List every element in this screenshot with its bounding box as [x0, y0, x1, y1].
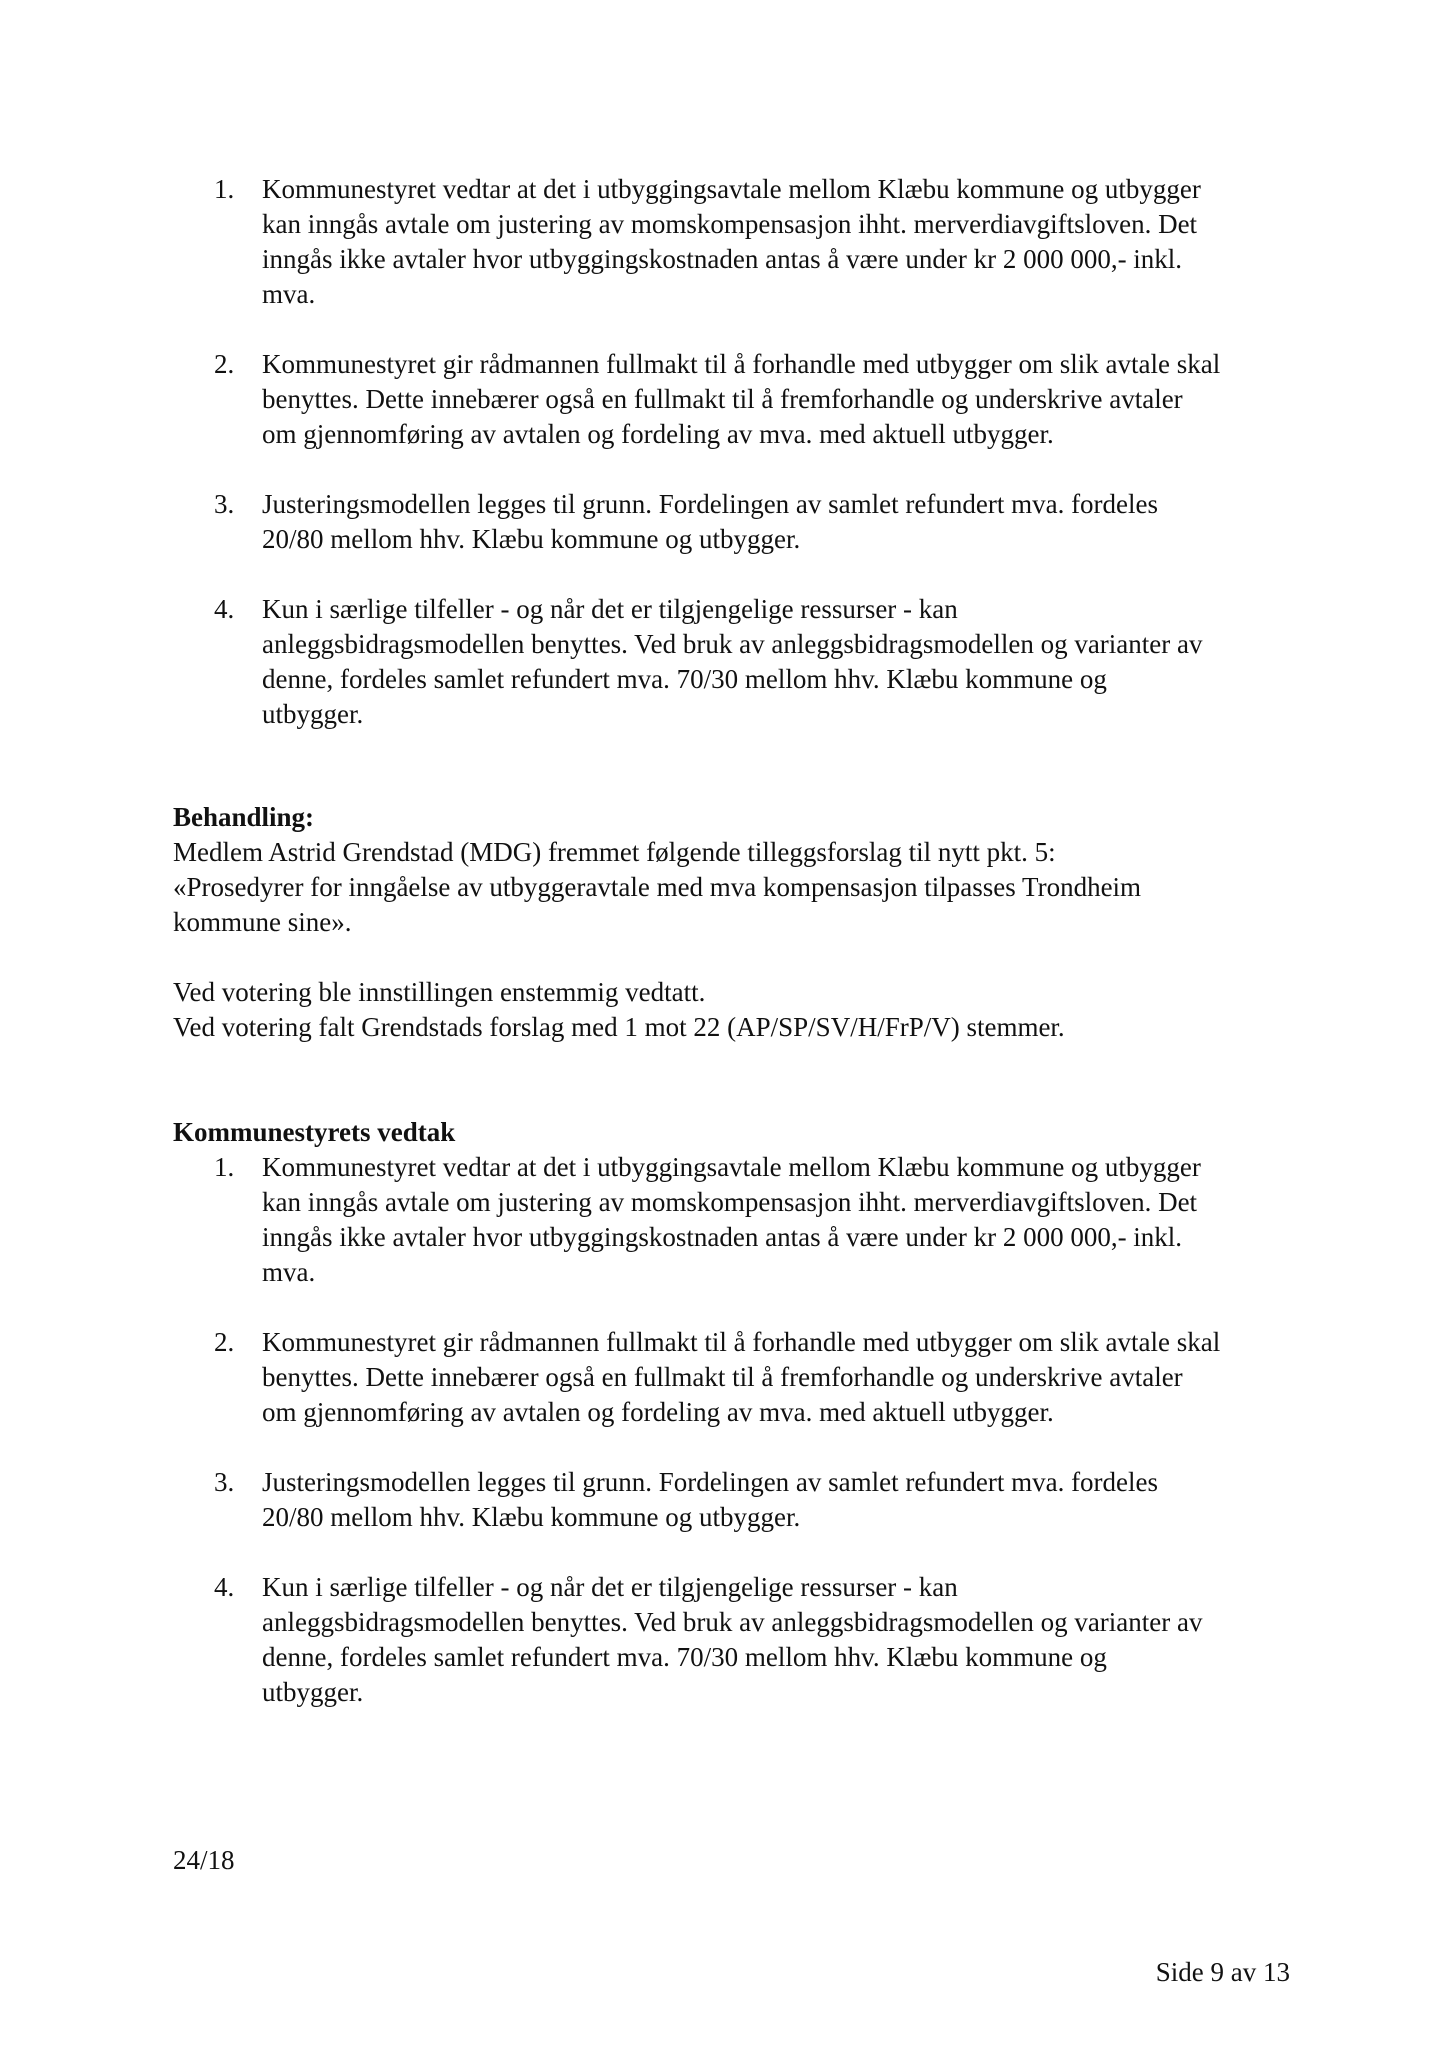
list-item-number: 3.	[214, 489, 235, 519]
votering-text: Ved votering ble innstillingen enstemmig vedtatt.	[173, 977, 706, 1007]
list-item-line: Justeringsmodellen legges til grunn. Fordelingen av samlet refundert mva. fordeles	[262, 1467, 1159, 1497]
list-item-line: inngås ikke avtaler hvor utbyggingskostnaden antas å være under kr 2 000 000,- inkl.	[262, 244, 1183, 274]
list-item-number: 2.	[214, 349, 235, 379]
list-item	[0, 172, 1292, 312]
vedtak-section	[173, 1115, 1293, 1150]
list-item-line: Kommunestyret gir rådmannen fullmakt til å forhandle med utbygger om slik avtale skal	[262, 349, 1221, 379]
list-item-number: 2.	[214, 1327, 235, 1357]
list-item-number: 3.	[214, 1467, 235, 1497]
list-item	[0, 1570, 1292, 1710]
list-item-line: benyttes. Dette innebærer også en fullmakt til å fremforhandle og underskrive avtaler	[262, 384, 1183, 414]
list-item-number: 4.	[214, 1572, 235, 1602]
list-item-line: mva.	[262, 279, 316, 309]
behandling-section	[173, 800, 1293, 940]
list-item-line: benyttes. Dette innebærer også en fullmakt til å fremforhandle og underskrive avtaler	[262, 1362, 1183, 1392]
list-item-line: Kun i særlige tilfeller - og når det er tilgjengelige ressurser - kan	[262, 594, 958, 624]
list-item-line: inngås ikke avtaler hvor utbyggingskostnaden antas å være under kr 2 000 000,- inkl.	[262, 1222, 1183, 1252]
behandling-text: «Prosedyrer for inngåelse av utbyggeravtale med mva kompensasjon tilpasses Trondheim	[173, 872, 1142, 902]
votering-section	[173, 975, 1293, 1045]
list-item-line: kan inngås avtale om justering av momskompensasjon ihht. merverdiavgiftsloven. Det	[262, 1187, 1198, 1217]
list-item-line: 20/80 mellom hhv. Klæbu kommune og utbygger.	[262, 1502, 801, 1532]
page-number: Side 9 av 13	[1155, 1957, 1290, 1987]
list-item	[0, 347, 1292, 452]
list-item	[0, 1150, 1292, 1290]
list-item	[0, 487, 1292, 557]
behandling-text: Medlem Astrid Grendstad (MDG) fremmet følgende tilleggsforslag til nytt pkt. 5:	[173, 837, 1056, 867]
list-item	[0, 592, 1292, 732]
vedtak-heading: Kommunestyrets vedtak	[173, 1117, 456, 1147]
vedtak-list	[0, 1150, 1448, 1710]
list-item-line: utbygger.	[262, 1677, 364, 1707]
list-item	[0, 1325, 1292, 1430]
list-item-line: om gjennomføring av avtalen og fordeling av mva. med aktuell utbygger.	[262, 419, 1054, 449]
list-item-line: denne, fordeles samlet refundert mva. 70/30 mellom hhv. Klæbu kommune og	[262, 1642, 1107, 1672]
list-item-line: denne, fordeles samlet refundert mva. 70/30 mellom hhv. Klæbu kommune og	[262, 664, 1107, 694]
votering-text: Ved votering falt Grendstads forslag med 1 mot 22 (AP/SP/SV/H/FrP/V) stemmer.	[173, 1012, 1065, 1042]
list-item-line: Justeringsmodellen legges til grunn. Fordelingen av samlet refundert mva. fordeles	[262, 489, 1159, 519]
list-item-line: Kommunestyret gir rådmannen fullmakt til å forhandle med utbygger om slik avtale skal	[262, 1327, 1221, 1357]
list-item-number: 1.	[214, 174, 235, 204]
list-item-line: Kommunestyret vedtar at det i utbyggingsavtale mellom Klæbu kommune og utbygger	[262, 1152, 1201, 1182]
list-item-number: 1.	[214, 1152, 235, 1182]
list-item-line: Kommunestyret vedtar at det i utbyggingsavtale mellom Klæbu kommune og utbygger	[262, 174, 1201, 204]
list-item-line: anleggsbidragsmodellen benyttes. Ved bruk av anleggsbidragsmodellen og varianter av	[262, 1607, 1203, 1637]
behandling-heading: Behandling:	[173, 802, 315, 832]
list-item	[0, 1465, 1292, 1535]
behandling-text: kommune sine».	[173, 907, 352, 937]
list-item-line: Kun i særlige tilfeller - og når det er tilgjengelige ressurser - kan	[262, 1572, 958, 1602]
list-item-line: anleggsbidragsmodellen benyttes. Ved bruk av anleggsbidragsmodellen og varianter av	[262, 629, 1203, 659]
list-item-line: om gjennomføring av avtalen og fordeling av mva. med aktuell utbygger.	[262, 1397, 1054, 1427]
innstilling-list	[0, 172, 1448, 732]
list-item-line: kan inngås avtale om justering av momskompensasjon ihht. merverdiavgiftsloven. Det	[262, 209, 1198, 239]
list-item-line: utbygger.	[262, 699, 364, 729]
list-item-line: 20/80 mellom hhv. Klæbu kommune og utbygger.	[262, 524, 801, 554]
case-number: 24/18	[173, 1845, 235, 1875]
list-item-line: mva.	[262, 1257, 316, 1287]
list-item-number: 4.	[214, 594, 235, 624]
